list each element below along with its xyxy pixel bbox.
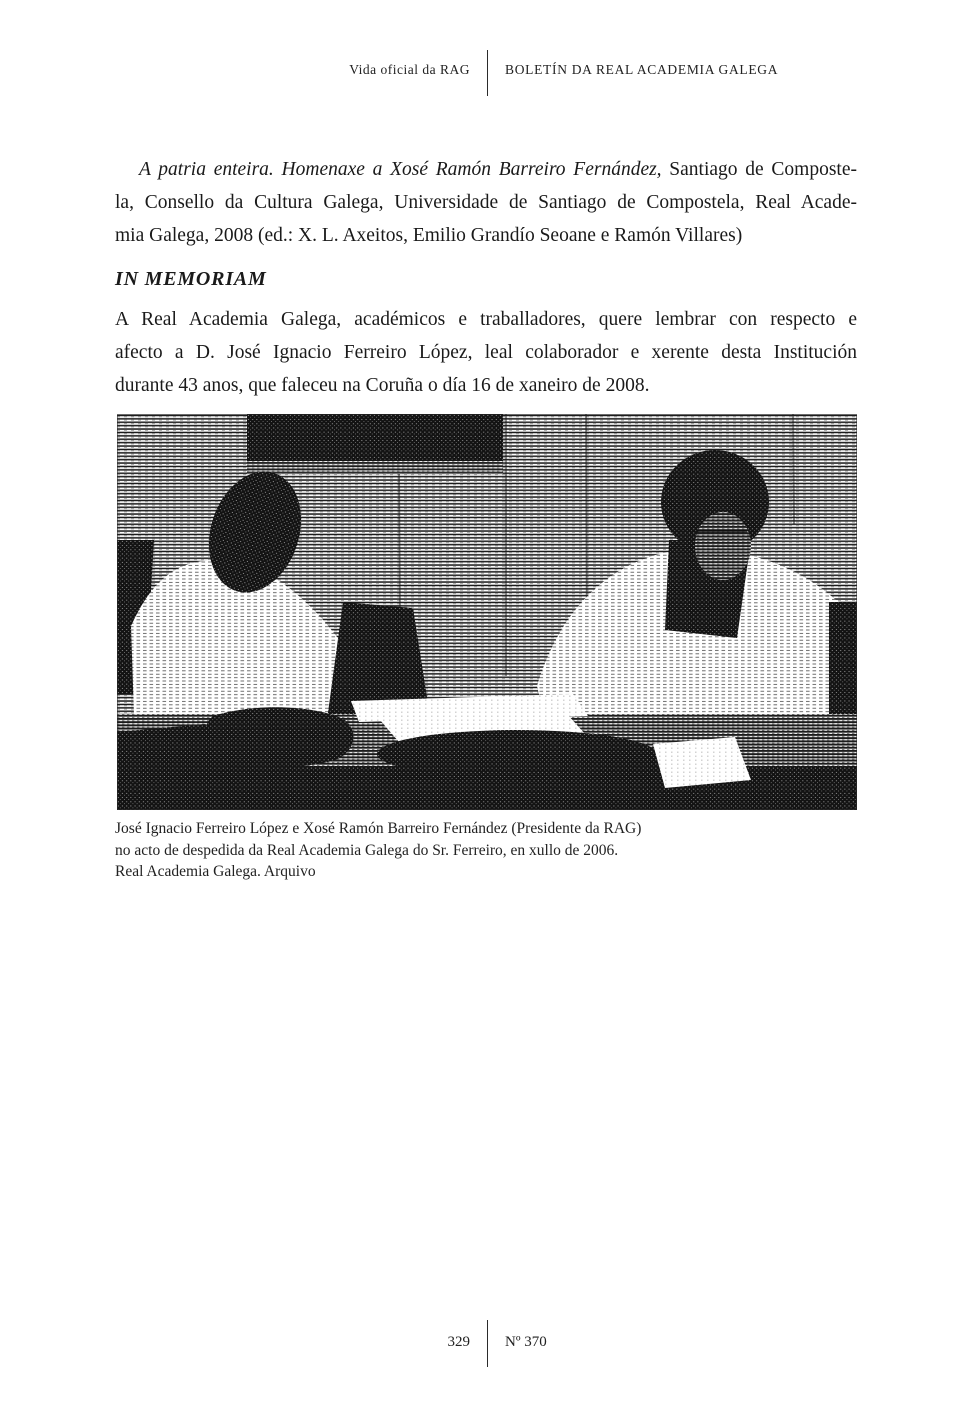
caption-line-3: Real Academia Galega. Arquivo bbox=[115, 863, 316, 880]
halftone-photo-illustration bbox=[117, 414, 857, 810]
running-head-journal: BOLETÍN DA REAL ACADEMIA GALEGA bbox=[505, 62, 779, 77]
running-head-section: Vida oficial da RAG bbox=[349, 62, 470, 77]
memorial-photograph bbox=[117, 414, 857, 810]
photo-glasses-hint bbox=[697, 530, 747, 533]
photo-white-paper bbox=[653, 737, 751, 788]
reference-title-italic: A patria enteira. Homenaxe a Xosé Ramón Barreiro Fernández, bbox=[139, 159, 662, 180]
in-memoriam-heading: IN MEMORIAM bbox=[115, 268, 267, 290]
reference-line-1-roman: Santiago de Composte- bbox=[669, 159, 857, 180]
obituary-line-2: afecto a D. José Ignacio Ferreiro López, leal colaborador e xerente desta Institución bbox=[115, 342, 857, 363]
reference-paragraph bbox=[115, 153, 857, 252]
caption-line-1: José Ignacio Ferreiro López e Xosé Ramón Barreiro Fernández (Presidente da RAG) bbox=[115, 820, 642, 837]
reference-line-3: mia Galega, 2008 (ed.: X. L. Axeitos, Emilio Grandío Seoane e Ramón Villares) bbox=[115, 225, 743, 246]
photo-wall-box bbox=[247, 414, 503, 474]
page-number: 329 bbox=[447, 1334, 470, 1350]
obituary-paragraph bbox=[115, 303, 857, 402]
photo-caption bbox=[115, 818, 641, 883]
issue-number: Nº 370 bbox=[505, 1334, 547, 1350]
obituary-line-3: durante 43 anos, que faleceu na Coruña o día 16 de xaneiro de 2008. bbox=[115, 375, 650, 396]
reference-line-1 bbox=[115, 153, 857, 186]
caption-line-2: no acto de despedida da Real Academia Galega do Sr. Ferreiro, en xullo de 2006. bbox=[115, 841, 619, 859]
obituary-line-1: A Real Academia Galega, académicos e traballadores, quere lembrar con respecto e bbox=[115, 309, 857, 330]
footer-divider bbox=[487, 1320, 488, 1367]
reference-line-2: la, Consello da Cultura Galega, Universidade de Santiago de Compostela, Real Acade- bbox=[115, 192, 857, 213]
header-divider bbox=[487, 50, 488, 96]
